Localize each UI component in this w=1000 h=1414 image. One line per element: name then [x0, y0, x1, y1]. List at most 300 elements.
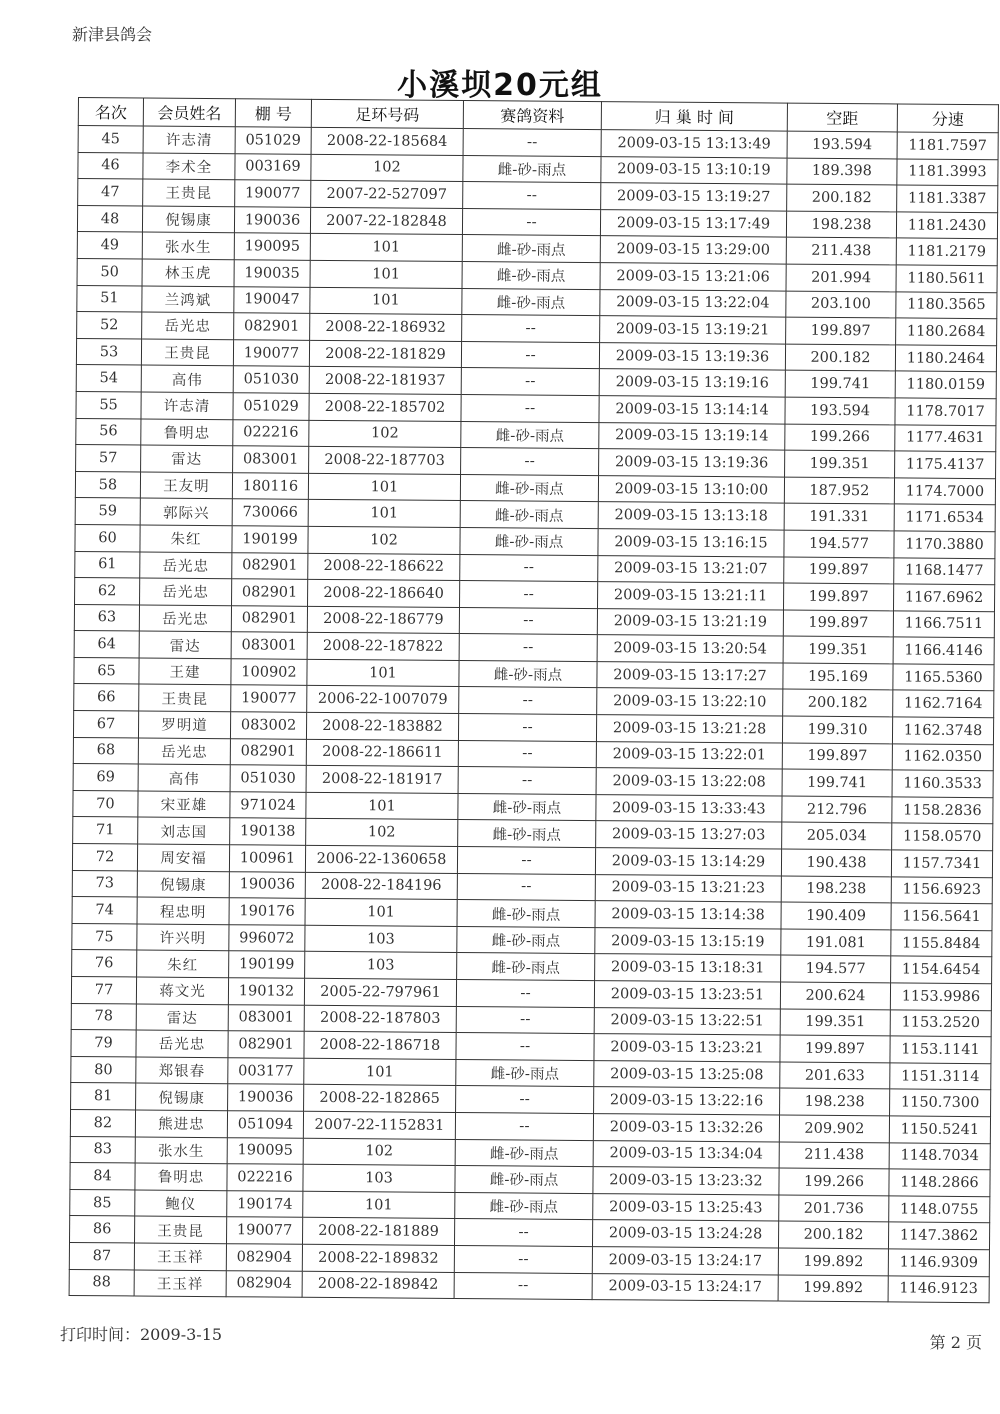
- arrival-time-cell: 2009-03-15 13:15:19: [595, 927, 781, 955]
- arrival-time-cell: 2009-03-15 13:14:14: [599, 396, 785, 424]
- loft-number-cell: 051094: [227, 1111, 303, 1138]
- ring-number-cell: 101: [307, 659, 459, 687]
- member-name-cell: 岳光忠: [138, 738, 230, 765]
- loft-number-cell: 100961: [229, 845, 305, 872]
- pigeon-info-cell: --: [456, 1006, 594, 1034]
- distance-cell: 200.182: [787, 184, 897, 211]
- distance-cell: 193.594: [787, 131, 897, 158]
- pigeon-info-cell: 雌-砂-雨点: [462, 235, 600, 263]
- arrival-time-cell: 2009-03-15 13:22:04: [600, 289, 786, 317]
- ring-number-cell: 2008-22-186718: [304, 1031, 456, 1059]
- distance-cell: 199.897: [783, 583, 893, 610]
- pigeon-info-cell: --: [460, 554, 598, 582]
- rank-cell: 56: [76, 418, 141, 445]
- loft-number-cell: 082904: [226, 1244, 302, 1271]
- rank-cell: 74: [72, 897, 137, 924]
- speed-cell: 1162.0350: [892, 744, 993, 771]
- speed-cell: 1153.9986: [890, 983, 991, 1010]
- speed-cell: 1162.7164: [893, 690, 994, 717]
- rank-cell: 62: [75, 578, 140, 605]
- arrival-time-cell: 2009-03-15 13:22:01: [596, 741, 782, 769]
- member-name-cell: 王贵昆: [143, 179, 235, 206]
- pigeon-info-cell: --: [459, 607, 597, 635]
- distance-cell: 211.438: [779, 1142, 889, 1169]
- distance-cell: 205.034: [782, 822, 892, 849]
- distance-cell: 201.633: [780, 1062, 890, 1089]
- speed-cell: 1146.9123: [888, 1275, 989, 1302]
- member-name-cell: 鲍仪: [135, 1190, 227, 1217]
- ring-number-cell: 103: [305, 925, 457, 953]
- print-time: 打印时间：2009-3-15: [60, 1325, 223, 1344]
- speed-cell: 1153.2520: [890, 1010, 991, 1037]
- distance-cell: 199.266: [779, 1168, 889, 1195]
- speed-cell: 1181.2430: [896, 212, 997, 239]
- member-name-cell: 鲁明忠: [135, 1163, 227, 1190]
- loft-number-cell: 082901: [230, 738, 306, 765]
- ring-number-cell: 102: [308, 526, 460, 554]
- pigeon-info-cell: --: [461, 368, 599, 396]
- loft-number-cell: 996072: [229, 925, 305, 952]
- speed-cell: 1147.3862: [888, 1222, 989, 1249]
- speed-cell: 1180.5611: [896, 265, 997, 292]
- speed-cell: 1148.0755: [889, 1196, 990, 1223]
- ring-number-cell: 2006-22-1360658: [305, 845, 457, 873]
- distance-cell: 199.897: [782, 743, 892, 770]
- rank-cell: 58: [75, 471, 140, 498]
- arrival-time-cell: 2009-03-15 13:21:07: [598, 555, 784, 583]
- member-name-cell: 朱红: [140, 525, 232, 552]
- pigeon-info-cell: --: [454, 1219, 592, 1247]
- arrival-time-cell: 2009-03-15 13:25:43: [593, 1193, 779, 1221]
- loft-number-cell: 190036: [234, 207, 310, 234]
- ring-number-cell: 2007-22-182848: [310, 207, 462, 235]
- ring-number-cell: 2008-22-181917: [306, 766, 458, 794]
- rank-cell: 68: [73, 737, 138, 764]
- member-name-cell: 岳光忠: [142, 312, 234, 339]
- speed-cell: 1151.3114: [890, 1063, 991, 1090]
- distance-cell: 199.351: [780, 1009, 890, 1036]
- distance-cell: 199.351: [783, 636, 893, 663]
- rank-cell: 76: [72, 950, 137, 977]
- arrival-time-cell: 2009-03-15 13:24:17: [592, 1247, 778, 1275]
- column-header-loft-number: 棚 号: [235, 99, 311, 128]
- distance-cell: 199.892: [778, 1248, 888, 1275]
- pigeon-info-cell: 雌-砂-雨点: [455, 1166, 593, 1194]
- distance-cell: 201.994: [786, 264, 896, 291]
- member-name-cell: 雷达: [139, 631, 231, 658]
- distance-cell: 211.438: [786, 237, 896, 264]
- pigeon-info-cell: 雌-砂-雨点: [458, 820, 596, 848]
- distance-cell: 199.897: [783, 610, 893, 637]
- speed-cell: 1171.6534: [894, 504, 995, 531]
- loft-number-cell: 022216: [227, 1164, 303, 1191]
- ring-number-cell: 103: [303, 1164, 455, 1192]
- speed-cell: 1162.3748: [892, 717, 993, 744]
- pigeon-info-cell: --: [461, 448, 599, 476]
- speed-cell: 1155.8484: [891, 930, 992, 957]
- member-name-cell: 蒋文光: [136, 977, 228, 1004]
- distance-cell: 191.331: [784, 503, 894, 530]
- pigeon-info-cell: 雌-砂-雨点: [460, 474, 598, 502]
- column-header-distance: 空距: [787, 103, 897, 132]
- speed-cell: 1157.7341: [891, 850, 992, 877]
- loft-number-cell: 730066: [232, 499, 308, 526]
- member-name-cell: 倪锡康: [136, 1083, 228, 1110]
- table-body: [69, 126, 998, 1303]
- pigeon-info-cell: --: [456, 980, 594, 1008]
- loft-number-cell: 082901: [231, 605, 307, 632]
- pigeon-info-cell: 雌-砂-雨点: [455, 1139, 593, 1167]
- arrival-time-cell: 2009-03-15 13:21:06: [600, 263, 786, 291]
- arrival-time-cell: 2009-03-15 13:27:03: [596, 821, 782, 849]
- member-name-cell: 岳光忠: [136, 1030, 228, 1057]
- organization-name: 新津县鸽会: [72, 25, 153, 44]
- member-name-cell: 王贵昆: [135, 1216, 227, 1243]
- member-name-cell: 周安福: [137, 844, 229, 871]
- loft-number-cell: 180116: [232, 472, 308, 499]
- ring-number-cell: 2008-22-181889: [302, 1218, 454, 1246]
- distance-cell: 195.169: [783, 663, 893, 690]
- loft-number-cell: 051029: [235, 127, 311, 154]
- distance-cell: 200.624: [780, 982, 890, 1009]
- loft-number-cell: 083001: [228, 1004, 304, 1031]
- arrival-time-cell: 2009-03-15 13:21:19: [597, 608, 783, 636]
- loft-number-cell: 051029: [233, 393, 309, 420]
- rank-cell: 69: [73, 764, 138, 791]
- rank-cell: 71: [73, 817, 138, 844]
- distance-cell: 189.398: [787, 158, 897, 185]
- arrival-time-cell: 2009-03-15 13:21:28: [596, 715, 782, 743]
- member-name-cell: 王友明: [140, 472, 232, 499]
- ring-number-cell: 103: [305, 952, 457, 980]
- pigeon-info-cell: --: [454, 1245, 592, 1273]
- distance-cell: 200.182: [785, 344, 895, 371]
- member-name-cell: 倪锡康: [137, 871, 229, 898]
- loft-number-cell: 190077: [233, 339, 309, 366]
- speed-cell: 1156.6923: [891, 877, 992, 904]
- ring-number-cell: 101: [310, 260, 462, 288]
- arrival-time-cell: 2009-03-15 13:17:27: [597, 661, 783, 689]
- rank-cell: 59: [75, 498, 140, 525]
- loft-number-cell: 190199: [232, 526, 308, 553]
- ring-number-cell: 101: [305, 899, 457, 927]
- pigeon-info-cell: --: [458, 740, 596, 768]
- speed-cell: 1180.2464: [895, 345, 996, 372]
- loft-number-cell: 190036: [228, 1084, 304, 1111]
- ring-number-cell: 2008-22-185702: [309, 393, 461, 421]
- speed-cell: 1148.7034: [889, 1142, 990, 1169]
- loft-number-cell: 971024: [230, 792, 306, 819]
- distance-cell: 191.081: [781, 929, 891, 956]
- speed-cell: 1166.4146: [893, 637, 994, 664]
- arrival-time-cell: 2009-03-15 13:10:00: [598, 475, 784, 503]
- ring-number-cell: 2006-22-1007079: [307, 686, 459, 714]
- member-name-cell: 熊进忠: [135, 1110, 227, 1137]
- rank-cell: 61: [75, 551, 140, 578]
- column-header-pigeon-info: 赛鸽资料: [463, 101, 601, 130]
- rank-cell: 78: [71, 1003, 136, 1030]
- speed-cell: 1158.0570: [892, 823, 993, 850]
- speed-cell: 1175.4137: [895, 451, 996, 478]
- column-header-arrival-time: 归 巢 时 间: [601, 102, 787, 131]
- pigeon-info-cell: --: [456, 1086, 594, 1114]
- rank-cell: 83: [70, 1136, 135, 1163]
- loft-number-cell: 003169: [235, 153, 311, 180]
- distance-cell: 199.310: [782, 716, 892, 743]
- loft-number-cell: 082904: [226, 1270, 302, 1297]
- pigeon-info-cell: 雌-砂-雨点: [458, 793, 596, 821]
- member-name-cell: 王贵昆: [141, 339, 233, 366]
- loft-number-cell: 190095: [234, 233, 310, 260]
- pigeon-info-cell: --: [462, 315, 600, 343]
- ring-number-cell: 102: [309, 420, 461, 448]
- speed-cell: 1181.2179: [896, 238, 997, 265]
- ring-number-cell: 2008-22-186779: [307, 606, 459, 634]
- ring-number-cell: 2008-22-185684: [311, 127, 463, 155]
- member-name-cell: 张水生: [142, 232, 234, 259]
- arrival-time-cell: 2009-03-15 13:17:49: [600, 209, 786, 237]
- pigeon-info-cell: 雌-砂-雨点: [462, 261, 600, 289]
- member-name-cell: 郭际兴: [140, 498, 232, 525]
- loft-number-cell: 190095: [227, 1137, 303, 1164]
- ring-number-cell: 101: [303, 1191, 455, 1219]
- arrival-time-cell: 2009-03-15 13:16:15: [598, 529, 784, 557]
- ring-number-cell: 2008-22-181937: [309, 367, 461, 395]
- distance-cell: 199.741: [782, 769, 892, 796]
- rank-cell: 55: [76, 391, 141, 418]
- column-header-ring-number: 足环号码: [311, 99, 463, 128]
- speed-cell: 1181.7597: [897, 132, 998, 159]
- pigeon-info-cell: 雌-砂-雨点: [457, 953, 595, 981]
- pigeon-info-cell: --: [454, 1272, 592, 1300]
- pigeon-info-cell: 雌-砂-雨点: [462, 288, 600, 316]
- results-table: [69, 97, 999, 1303]
- member-name-cell: 王玉祥: [134, 1270, 226, 1297]
- speed-cell: 1180.0159: [895, 371, 996, 398]
- loft-number-cell: 022216: [233, 419, 309, 446]
- loft-number-cell: 190077: [231, 685, 307, 712]
- member-name-cell: 雷达: [136, 1004, 228, 1031]
- speed-cell: 1156.5641: [891, 903, 992, 930]
- loft-number-cell: 082901: [232, 552, 308, 579]
- speed-cell: 1167.6962: [893, 584, 994, 611]
- member-name-cell: 王贵昆: [139, 684, 231, 711]
- pigeon-info-cell: --: [457, 873, 595, 901]
- member-name-cell: 雷达: [141, 445, 233, 472]
- arrival-time-cell: 2009-03-15 13:19:27: [601, 183, 787, 211]
- member-name-cell: 王建: [139, 658, 231, 685]
- ring-number-cell: 101: [304, 1058, 456, 1086]
- rank-cell: 45: [78, 126, 143, 153]
- speed-cell: 1148.2866: [889, 1169, 990, 1196]
- pigeon-info-cell: --: [459, 634, 597, 662]
- arrival-time-cell: 2009-03-15 13:14:29: [595, 848, 781, 876]
- speed-cell: 1146.9309: [888, 1249, 989, 1276]
- distance-cell: 212.796: [782, 796, 892, 823]
- pigeon-info-cell: 雌-砂-雨点: [460, 501, 598, 529]
- member-name-cell: 刘志国: [138, 817, 230, 844]
- rank-cell: 75: [72, 923, 137, 950]
- speed-cell: 1150.7300: [890, 1089, 991, 1116]
- rank-cell: 49: [77, 232, 142, 259]
- ring-number-cell: 2007-22-1152831: [303, 1111, 455, 1139]
- arrival-time-cell: 2009-03-15 13:23:21: [594, 1034, 780, 1062]
- ring-number-cell: 2008-22-186640: [308, 579, 460, 607]
- ring-number-cell: 102: [306, 819, 458, 847]
- member-name-cell: 张水生: [135, 1137, 227, 1164]
- loft-number-cell: 190176: [229, 898, 305, 925]
- rank-cell: 48: [77, 205, 142, 232]
- arrival-time-cell: 2009-03-15 13:29:00: [600, 236, 786, 264]
- speed-cell: 1166.7511: [893, 611, 994, 638]
- member-name-cell: 岳光忠: [139, 605, 231, 632]
- pigeon-info-cell: --: [461, 394, 599, 422]
- distance-cell: 199.897: [780, 1035, 890, 1062]
- member-name-cell: 郑银春: [136, 1057, 228, 1084]
- ring-number-cell: 101: [310, 287, 462, 315]
- pigeon-info-cell: --: [457, 847, 595, 875]
- loft-number-cell: 083002: [230, 712, 306, 739]
- speed-cell: 1170.3880: [894, 531, 995, 558]
- speed-cell: 1178.7017: [895, 398, 996, 425]
- arrival-time-cell: 2009-03-15 13:21:23: [595, 874, 781, 902]
- pigeon-info-cell: --: [463, 129, 601, 157]
- distance-cell: 199.897: [786, 317, 896, 344]
- distance-cell: 199.892: [778, 1275, 888, 1302]
- member-name-cell: 宋亚雄: [138, 791, 230, 818]
- pigeon-info-cell: 雌-砂-雨点: [461, 421, 599, 449]
- pigeon-info-cell: --: [458, 767, 596, 795]
- ring-number-cell: 101: [310, 234, 462, 262]
- rank-cell: 81: [71, 1083, 136, 1110]
- speed-cell: 1150.5241: [889, 1116, 990, 1143]
- rank-cell: 70: [73, 790, 138, 817]
- arrival-time-cell: 2009-03-15 13:19:21: [600, 316, 786, 344]
- distance-cell: 187.952: [784, 477, 894, 504]
- rank-cell: 72: [72, 844, 137, 871]
- page-title: 小溪坝20元组: [397, 68, 603, 103]
- rank-cell: 73: [72, 870, 137, 897]
- arrival-time-cell: 2009-03-15 13:22:08: [596, 768, 782, 796]
- pigeon-info-cell: 雌-砂-雨点: [463, 155, 601, 183]
- loft-number-cell: 190174: [227, 1190, 303, 1217]
- distance-cell: 198.238: [786, 211, 896, 238]
- ring-number-cell: 2008-22-186622: [308, 553, 460, 581]
- rank-cell: 54: [76, 365, 141, 392]
- distance-cell: 194.577: [781, 955, 891, 982]
- rank-cell: 77: [71, 976, 136, 1003]
- ring-number-cell: 2008-22-189842: [302, 1271, 454, 1299]
- speed-cell: 1168.1477: [894, 557, 995, 584]
- speed-cell: 1160.3533: [892, 770, 993, 797]
- rank-cell: 46: [78, 152, 143, 179]
- pigeon-info-cell: --: [459, 687, 597, 715]
- speed-cell: 1180.2684: [896, 318, 997, 345]
- arrival-time-cell: 2009-03-15 13:33:43: [596, 794, 782, 822]
- member-name-cell: 高伟: [138, 764, 230, 791]
- pigeon-info-cell: --: [455, 1112, 593, 1140]
- distance-cell: 199.351: [785, 450, 895, 477]
- ring-number-cell: 2008-22-186611: [306, 739, 458, 767]
- pigeon-info-cell: --: [460, 581, 598, 609]
- member-name-cell: 朱红: [137, 950, 229, 977]
- pigeon-info-cell: --: [458, 714, 596, 742]
- ring-number-cell: 2005-22-797961: [304, 978, 456, 1006]
- rank-cell: 66: [74, 684, 139, 711]
- column-header-member-name: 会员姓名: [143, 98, 235, 127]
- loft-number-cell: 190036: [229, 871, 305, 898]
- speed-cell: 1158.2836: [892, 797, 993, 824]
- ring-number-cell: 2008-22-182865: [304, 1085, 456, 1113]
- rank-cell: 80: [71, 1056, 136, 1083]
- rank-cell: 88: [69, 1269, 134, 1296]
- speed-cell: 1174.7000: [894, 478, 995, 505]
- member-name-cell: 鲁明忠: [141, 419, 233, 446]
- loft-number-cell: 190138: [230, 818, 306, 845]
- member-name-cell: 许志清: [141, 392, 233, 419]
- distance-cell: 201.736: [779, 1195, 889, 1222]
- arrival-time-cell: 2009-03-15 13:34:04: [593, 1140, 779, 1168]
- distance-cell: 199.897: [784, 557, 894, 584]
- distance-cell: 190.438: [781, 849, 891, 876]
- rank-cell: 82: [70, 1109, 135, 1136]
- arrival-time-cell: 2009-03-15 13:18:31: [595, 954, 781, 982]
- rank-cell: 53: [76, 338, 141, 365]
- loft-number-cell: 083001: [233, 446, 309, 473]
- column-header-speed: 分速: [897, 104, 998, 133]
- rank-cell: 60: [75, 524, 140, 551]
- arrival-time-cell: 2009-03-15 13:19:36: [599, 342, 785, 370]
- member-name-cell: 岳光忠: [140, 552, 232, 579]
- ring-number-cell: 2008-22-181829: [309, 340, 461, 368]
- distance-cell: 200.182: [783, 690, 893, 717]
- loft-number-cell: 190077: [226, 1217, 302, 1244]
- page-number: 第 2 页: [929, 1333, 982, 1352]
- arrival-time-cell: 2009-03-15 13:21:11: [598, 582, 784, 610]
- ring-number-cell: 2008-22-189832: [302, 1244, 454, 1272]
- speed-cell: 1181.3387: [897, 185, 998, 212]
- arrival-time-cell: 2009-03-15 13:22:51: [594, 1007, 780, 1035]
- rank-cell: 79: [71, 1030, 136, 1057]
- pigeon-info-cell: 雌-砂-雨点: [457, 900, 595, 928]
- rank-cell: 52: [77, 312, 142, 339]
- loft-number-cell: 082901: [232, 579, 308, 606]
- rank-cell: 50: [77, 258, 142, 285]
- loft-number-cell: 051030: [233, 366, 309, 393]
- distance-cell: 194.577: [784, 530, 894, 557]
- ring-number-cell: 2007-22-527097: [311, 181, 463, 209]
- rank-cell: 86: [70, 1216, 135, 1243]
- arrival-time-cell: 2009-03-15 13:24:17: [592, 1273, 778, 1301]
- arrival-time-cell: 2009-03-15 13:22:10: [597, 688, 783, 716]
- speed-cell: 1165.5360: [893, 664, 994, 691]
- ring-number-cell: 2008-22-187822: [307, 633, 459, 661]
- rank-cell: 65: [74, 657, 139, 684]
- rank-cell: 87: [69, 1242, 134, 1269]
- loft-number-cell: 190035: [234, 260, 310, 287]
- ring-number-cell: 102: [303, 1138, 455, 1166]
- speed-cell: 1154.6454: [891, 956, 992, 983]
- member-name-cell: 高伟: [141, 365, 233, 392]
- pigeon-info-cell: --: [461, 341, 599, 369]
- loft-number-cell: 190132: [228, 978, 304, 1005]
- ring-number-cell: 101: [306, 792, 458, 820]
- pigeon-info-cell: --: [456, 1033, 594, 1061]
- loft-number-cell: 100902: [231, 659, 307, 686]
- loft-number-cell: 003177: [228, 1057, 304, 1084]
- arrival-time-cell: 2009-03-15 13:23:32: [593, 1167, 779, 1195]
- distance-cell: 200.182: [778, 1221, 888, 1248]
